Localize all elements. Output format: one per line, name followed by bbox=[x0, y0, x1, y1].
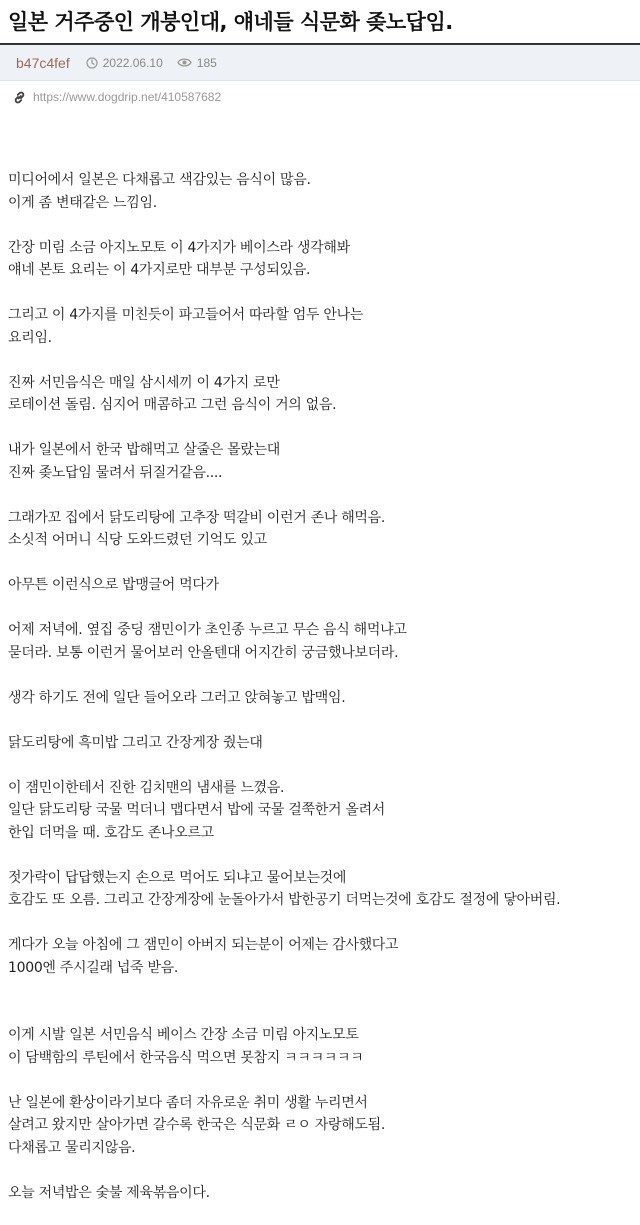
paragraph-gap bbox=[8, 1159, 638, 1182]
paragraph-gap bbox=[8, 282, 638, 305]
post-title: 일본 거주중인 개붕인대, 얘네들 식문화 좆노답임. bbox=[8, 10, 453, 34]
paragraph-gap bbox=[8, 1069, 638, 1092]
body-line: 그리고 이 4가지를 미친듯이 파고들어서 따라할 엄두 안나는 bbox=[8, 307, 364, 323]
body-line: 이게 좀 변태같은 느낌임. bbox=[8, 194, 157, 211]
eye-icon bbox=[177, 57, 192, 68]
body-line: 닭도리탕에 흑미밥 그리고 간장게장 줬는대 bbox=[8, 734, 263, 751]
body-line: 한입 더먹을 때. 호감도 존나오르고 bbox=[8, 824, 214, 841]
post-url-link[interactable]: https://www.dogdrip.net/410587682 bbox=[33, 90, 222, 104]
body-line: 그래가꼬 집에서 닭도리탕에 고추장 떡갈비 이런거 존나 해먹음. bbox=[8, 509, 386, 526]
body-line: 내가 일본에서 한국 밥해먹고 살줄은 몰랐는대 bbox=[8, 442, 281, 458]
paragraph-gap bbox=[8, 349, 638, 372]
body-line: 미디어에서 일본은 다채롭고 색감있는 음식이 많음. bbox=[8, 172, 311, 188]
body-line: 살려고 왔지만 살아가면 갈수록 한국은 식문화 ㄹㅇ 자랑해도됨. bbox=[8, 1117, 386, 1133]
post-url-row bbox=[12, 87, 221, 107]
paragraph-gap bbox=[8, 214, 638, 237]
body-line: 호감도 또 오름. 그리고 간장게장에 눈돌아가서 밥한공기 더먹는것에 호감도 절정에 닿아버림. bbox=[8, 892, 561, 908]
paragraph-gap bbox=[8, 417, 638, 440]
post-date-text: 2022.06.10 bbox=[102, 55, 163, 70]
body-line: 요리임. bbox=[8, 329, 52, 346]
body-line: 묻더라. 보통 이런거 물어보러 안올텐대 어지간히 궁금했나보더라. bbox=[8, 644, 399, 661]
post-views-text: 185 bbox=[196, 55, 217, 70]
body-line: 이게 시발 일본 서민음식 베이스 간장 소금 미림 아지노모토 bbox=[8, 1027, 359, 1043]
body-line: 얘네 본토 요리는 이 4가지로만 대부분 구성되있음. bbox=[8, 262, 311, 278]
body-line: 난 일본에 환상이라기보다 좀더 자유로운 취미 생활 누리면서 bbox=[8, 1094, 368, 1111]
body-line: 로테이션 돌림. 심지어 매콤하고 그런 음식이 거의 없음. bbox=[8, 397, 337, 413]
paragraph-gap bbox=[8, 664, 638, 687]
body-line: 다채롭고 물리지않음. bbox=[8, 1139, 136, 1156]
post-body bbox=[8, 169, 638, 1204]
clock-icon bbox=[86, 57, 98, 69]
body-line: 아무튼 이런식으로 밥맹글어 먹다가 bbox=[8, 577, 219, 593]
paragraph-gap bbox=[8, 552, 638, 575]
body-line: 게다가 오늘 아침에 그 잼민이 아버지 되는분이 어제는 감사했다고 bbox=[8, 937, 399, 953]
paragraph-gap bbox=[8, 979, 638, 1002]
body-line: 진짜 좆노답임 물려서 뒤질거같음.... bbox=[8, 464, 223, 481]
body-line: 이 잼민이한테서 진한 김치맨의 냄새를 느꼈음. bbox=[8, 779, 285, 796]
body-line: 1000엔 주시길래 넙죽 받음. bbox=[8, 959, 179, 976]
body-line: 이 담백함의 루틴에서 한국음식 먹으면 못참지 ㅋㅋㅋㅋㅋㅋ bbox=[8, 1049, 364, 1066]
paragraph-gap bbox=[8, 912, 638, 935]
paragraph-gap bbox=[8, 484, 638, 507]
post-views bbox=[177, 56, 217, 70]
paragraph-gap bbox=[8, 754, 638, 777]
link-icon bbox=[12, 90, 27, 105]
body-line: 진짜 서민음식은 매일 삼시세끼 이 4가지 로만 bbox=[8, 374, 280, 391]
post-meta-bar bbox=[0, 45, 640, 81]
author-name[interactable]: b47c4fef bbox=[16, 54, 70, 71]
paragraph-gap bbox=[8, 1002, 638, 1025]
paragraph-gap bbox=[8, 597, 638, 620]
body-line: 일단 닭도리탕 국물 먹더니 맵다면서 밥에 국물 걸쭉한거 올려서 bbox=[8, 802, 386, 818]
body-line: 오늘 저녁밥은 숯불 제육볶음이다. bbox=[8, 1184, 210, 1201]
paragraph-gap bbox=[8, 709, 638, 732]
body-line: 소싯적 어머니 식당 도와드렸던 기억도 있고 bbox=[8, 532, 267, 548]
body-line: 젓가락이 답답했는지 손으로 먹어도 되냐고 물어보는것에 bbox=[8, 869, 347, 886]
body-line: 어제 저녁에. 옆집 중딩 잼민이가 초인종 누르고 무슨 음식 해먹냐고 bbox=[8, 622, 407, 638]
body-line: 간장 미림 소금 아지노모토 이 4가지가 베이스라 생각해봐 bbox=[8, 239, 350, 256]
post-date bbox=[86, 56, 163, 70]
paragraph-gap bbox=[8, 844, 638, 867]
body-line: 생각 하기도 전에 일단 들어오라 그러고 앉혀놓고 밥맥임. bbox=[8, 689, 346, 706]
